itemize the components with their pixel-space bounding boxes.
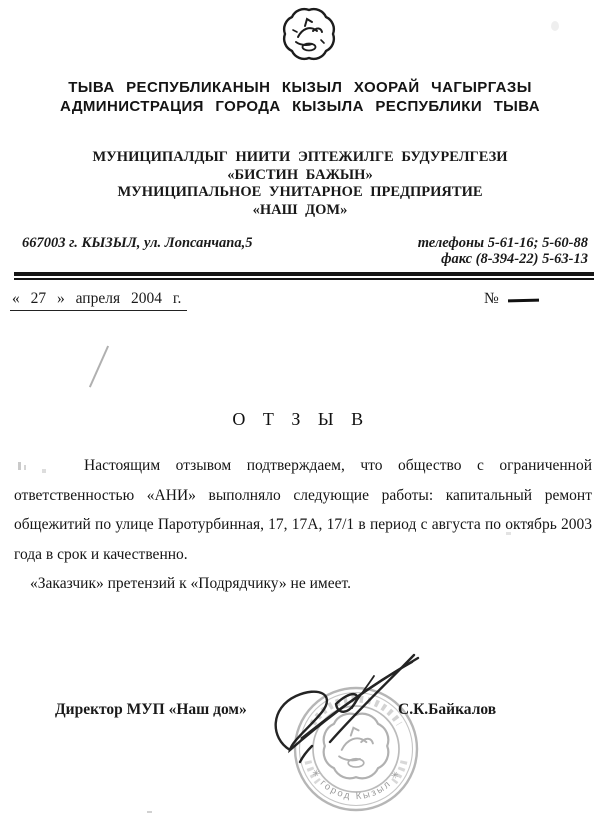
scan-noise-speck xyxy=(24,465,26,470)
body-text xyxy=(14,451,592,599)
body-paragraph-1: Настоящим отзывом подтверждаем, что общество с ограниченной ответственностью «АНИ» выполняло следующие работы: капитальный ремонт общежитий по улице Паротурбинная, 17, 17А, 17/1 в период с августа по октябрь 2003 года в срок и качественно. xyxy=(14,457,592,563)
date-row xyxy=(10,290,187,311)
scan-noise-speck xyxy=(42,469,46,473)
scan-noise-speck xyxy=(506,532,511,535)
administration-title-tuvan: ТЫВА РЕСПУБЛИКАНЫН КЫЗЫЛ ХООРАЙ ЧАГЫРГАЗЫ xyxy=(68,79,532,96)
org-phones: телефоны 5-61-16; 5-60-88 xyxy=(417,235,588,251)
document-title: О Т З Ы В xyxy=(232,409,368,429)
svg-text:✳ город Кызыл ✳ xyxy=(309,767,404,802)
body-paragraph-2: «Заказчик» претензий к «Подрядчику» не имеет. xyxy=(30,575,351,592)
number-blank-line xyxy=(508,298,539,301)
org-address: 667003 г. КЫЗЫЛ, ул. Лопсанчапа,5 xyxy=(22,235,253,251)
contact-row xyxy=(22,236,588,267)
contact-phones-block xyxy=(418,236,588,267)
org-name-tuvan-quoted: «БИСТИН БАЖЫН» xyxy=(227,166,373,183)
signer-name: С.К.Байкалов xyxy=(398,701,497,718)
org-name-russian: МУНИЦИПАЛЬНОЕ УНИТАРНОЕ ПРЕДПРИЯТИЕ xyxy=(117,184,483,200)
document-date: « 27 » апреля 2004 г. xyxy=(10,290,187,311)
scan-noise-speck xyxy=(147,811,152,813)
org-name-tuvan: МУНИЦИПАЛДЫГ НИИТИ ЭПТЕЖИЛГЕ БУДУРЕЛГЕЗИ xyxy=(92,149,508,165)
organization-name-block xyxy=(0,149,600,219)
separator-rule-thick xyxy=(14,272,594,276)
stamp-ring-text: ✳ город Кызыл ✳ xyxy=(308,767,404,803)
org-name-russian-quoted: «НАШ ДОМ» xyxy=(252,201,348,218)
pen-slash-mark xyxy=(89,346,109,388)
document-number-block xyxy=(484,290,539,308)
administration-title-russian: АДМИНИСТРАЦИЯ ГОРОДА КЫЗЫЛА РЕСПУБЛИКИ ТЫВА xyxy=(60,98,540,115)
coat-of-arms-emblem-icon xyxy=(280,5,338,63)
separator-rule-thin xyxy=(14,278,594,280)
number-sign-label: № xyxy=(484,290,499,307)
scan-noise-speck xyxy=(551,21,559,31)
scan-noise-speck xyxy=(18,462,21,470)
org-fax: факс (8-394-22) 5-63-13 xyxy=(441,250,588,267)
signer-position-title: Директор МУП «Наш дом» xyxy=(55,701,247,718)
letterhead-administration-titles xyxy=(0,78,600,116)
